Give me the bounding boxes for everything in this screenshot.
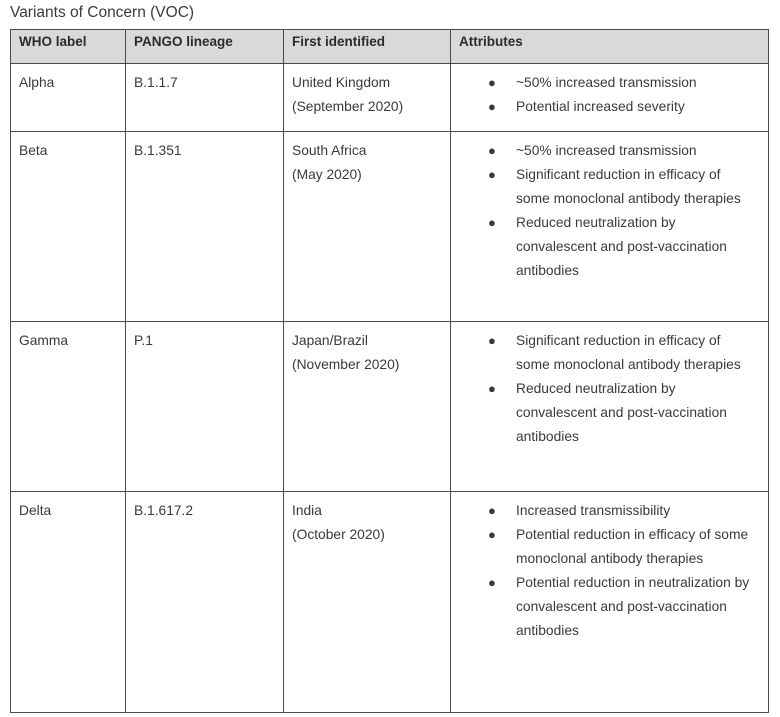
list-item	[451, 71, 758, 95]
attributes-list	[451, 71, 758, 119]
bullet-icon: ●	[488, 503, 496, 518]
bullet-icon: ●	[488, 575, 496, 590]
table-row	[11, 492, 769, 713]
table-row	[11, 132, 769, 322]
who-label-value: Alpha	[19, 75, 55, 90]
first-identified-place: United Kingdom	[292, 75, 391, 90]
list-item	[451, 163, 758, 211]
attribute-text: Potential reduction in efficacy of some monoclonal antibody therapies	[516, 527, 749, 566]
list-item	[451, 499, 758, 523]
cell-pango-lineage	[126, 322, 284, 492]
list-item	[451, 211, 758, 283]
cell-first-identified	[284, 132, 451, 322]
bullet-icon: ●	[488, 527, 496, 542]
who-label-value: Gamma	[19, 333, 69, 348]
list-item	[451, 571, 758, 643]
bullet-icon: ●	[488, 333, 496, 348]
bullet-icon: ●	[488, 99, 496, 114]
pango-lineage-value: B.1.1.7	[134, 75, 178, 90]
first-identified-date: (November 2020)	[292, 357, 400, 372]
page-title: Variants of Concern (VOC)	[10, 4, 195, 21]
variants-of-concern-table	[10, 29, 769, 713]
cell-first-identified	[284, 64, 451, 132]
attribute-text: Significant reduction in efficacy of some monoclonal antibody therapies	[516, 167, 741, 206]
who-label-value: Delta	[19, 503, 52, 518]
table-row	[11, 64, 769, 132]
table-header	[11, 30, 769, 64]
cell-pango-lineage	[126, 132, 284, 322]
first-identified-date: (October 2020)	[292, 527, 385, 542]
table-body	[11, 64, 769, 713]
column-header-first-identified: First identified	[284, 30, 451, 64]
bullet-icon: ●	[488, 167, 496, 182]
attributes-list	[451, 499, 758, 643]
list-item	[451, 329, 758, 377]
cell-who-label	[11, 64, 126, 132]
cell-attributes	[451, 492, 769, 713]
cell-attributes	[451, 322, 769, 492]
table-header-row	[11, 30, 769, 64]
list-item	[451, 377, 758, 449]
list-item	[451, 523, 758, 571]
cell-pango-lineage	[126, 64, 284, 132]
table-row	[11, 322, 769, 492]
bullet-icon: ●	[488, 381, 496, 396]
cell-attributes	[451, 64, 769, 132]
pango-lineage-value: B.1.351	[134, 143, 182, 158]
cell-who-label	[11, 492, 126, 713]
first-identified-place: Japan/Brazil	[292, 333, 368, 348]
bullet-icon: ●	[488, 143, 496, 158]
cell-attributes	[451, 132, 769, 322]
list-item	[451, 139, 758, 163]
column-header-who-label: WHO label	[11, 30, 126, 64]
who-label-value: Beta	[19, 143, 48, 158]
attribute-text: Reduced neutralization by convalescent and post-vaccination antibodies	[516, 215, 727, 278]
cell-first-identified	[284, 492, 451, 713]
cell-who-label	[11, 132, 126, 322]
bullet-icon: ●	[488, 215, 496, 230]
attributes-list	[451, 329, 758, 449]
attribute-text: Significant reduction in efficacy of some monoclonal antibody therapies	[516, 333, 741, 372]
attribute-text: Potential reduction in neutralization by convalescent and post-vaccination antibodies	[516, 575, 750, 638]
bullet-icon: ●	[488, 75, 496, 90]
cell-first-identified	[284, 322, 451, 492]
attributes-list	[451, 139, 758, 283]
column-header-pango-lineage: PANGO lineage	[126, 30, 284, 64]
cell-pango-lineage	[126, 492, 284, 713]
first-identified-date: (May 2020)	[292, 167, 362, 182]
attribute-text: Increased transmissibility	[516, 503, 671, 518]
pango-lineage-value: P.1	[134, 333, 153, 348]
first-identified-place: India	[292, 503, 322, 518]
attribute-text: ~50% increased transmission	[516, 75, 697, 90]
attribute-text: Potential increased severity	[516, 99, 685, 114]
attribute-text: Reduced neutralization by convalescent and post-vaccination antibodies	[516, 381, 727, 444]
pango-lineage-value: B.1.617.2	[134, 503, 194, 518]
attribute-text: ~50% increased transmission	[516, 143, 697, 158]
first-identified-place: South Africa	[292, 143, 367, 158]
column-header-attributes: Attributes	[451, 30, 769, 64]
first-identified-date: (September 2020)	[292, 99, 404, 114]
cell-who-label	[11, 322, 126, 492]
list-item	[451, 95, 758, 119]
